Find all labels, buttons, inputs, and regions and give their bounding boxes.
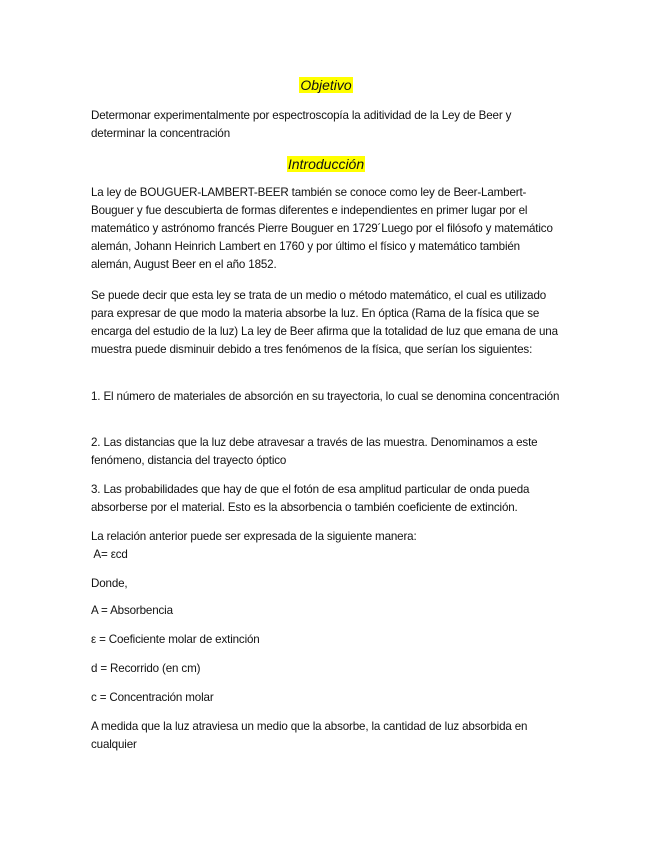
list-item-1-block	[91, 388, 561, 406]
definition-a: A = Absorbencia	[91, 604, 173, 617]
definition-c-block	[91, 689, 561, 707]
definition-d: d = Recorrido (en cm)	[91, 662, 201, 675]
definition-e-block	[91, 631, 561, 649]
donde-block	[91, 575, 561, 593]
list-item-2-block	[91, 434, 561, 470]
formula: A= εcd	[91, 548, 128, 561]
objetivo-heading-row	[91, 76, 561, 94]
definition-d-block	[91, 660, 561, 678]
list-item-1: 1. El número de materiales de absorción en su trayectoria, lo cual se denomina concentración	[91, 390, 560, 403]
relation-block	[91, 528, 561, 564]
intro-paragraph-1: La ley de BOUGUER-LAMBERT-BEER también se conoce como ley de Beer-Lambert-Bouguer y fue descubierta de formas diferentes e independientes en primer lugar por el matemático y astrónomo francés Pierre Bouguer en 1729´Luego por el filósofo y matemático alemán, Johann Heinrich Lambert en 1760 y por último el físico y matemático también alemán, August Beer en el año 1852.	[91, 186, 553, 271]
definition-c: c = Concentración molar	[91, 691, 214, 704]
objetivo-heading: Objetivo	[300, 77, 352, 93]
last-paragraph-block	[91, 718, 561, 754]
objetivo-text: Determonar experimentalmente por espectroscopía la aditividad de la Ley de Beer y determinar la concentración	[91, 109, 512, 140]
donde-label: Donde,	[91, 577, 128, 590]
list-item-3-block	[91, 481, 561, 517]
intro-paragraph-2: Se puede decir que esta ley se trata de un medio o método matemático, el cual es utilizado para expresar de que modo la materia absorbe la luz. En óptica (Rama de la física que se encarga del estudio de la luz) La ley de Beer afirma que la totalidad de luz que emana de una muestra puede disminuir debido a tres fenómenos de la física, que serían los siguientes:	[91, 289, 558, 356]
list-item-2: 2. Las distancias que la luz debe atravesar a través de las muestra. Denominamos a este fenómeno, distancia del trayecto óptico	[91, 436, 538, 467]
objetivo-text-block	[91, 107, 561, 143]
list-item-3: 3. Las probabilidades que hay de que el fotón de esa amplitud particular de onda pueda absorberse por el material. Esto es la absorbencia o también coeficiente de extinción.	[91, 483, 530, 514]
introduccion-heading: Introducción	[287, 156, 365, 172]
definition-a-block	[91, 602, 561, 620]
introduccion-heading-row	[91, 155, 561, 173]
last-paragraph: A medida que la luz atraviesa un medio que la absorbe, la cantidad de luz absorbida en cualquier	[91, 720, 528, 751]
definition-epsilon: ε = Coeficiente molar de extinción	[91, 633, 260, 646]
intro-paragraph-2-block	[91, 287, 561, 359]
intro-paragraph-1-block	[91, 184, 561, 274]
relation-intro: La relación anterior puede ser expresada de la siguiente manera:	[91, 530, 417, 543]
